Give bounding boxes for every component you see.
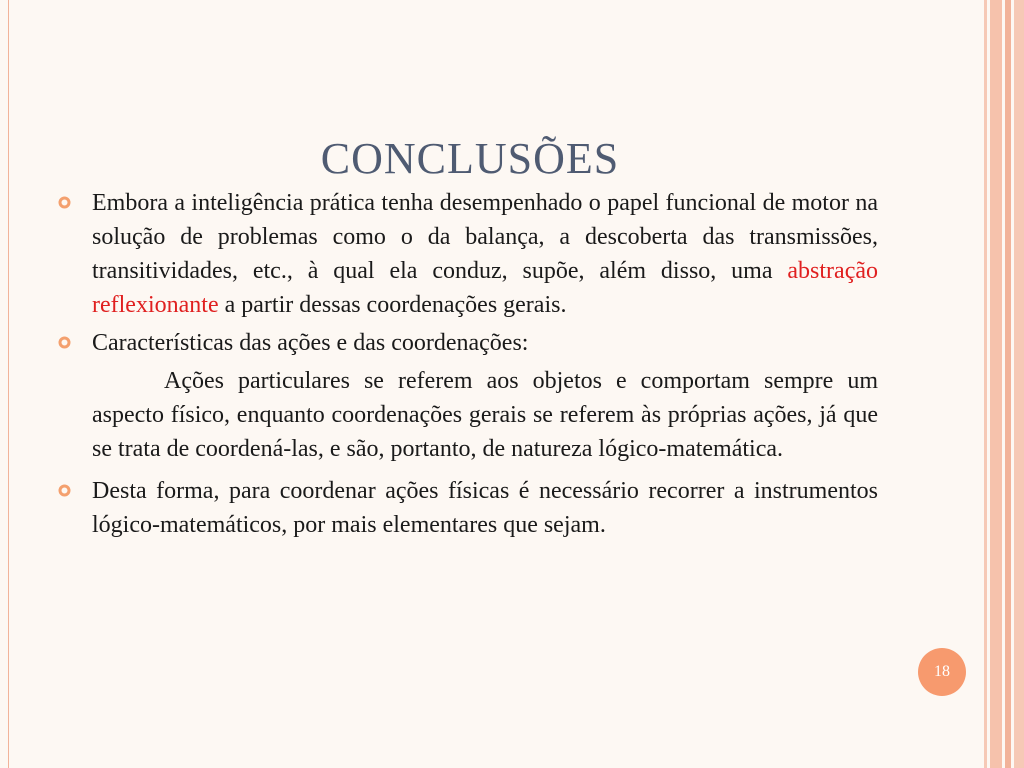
bullet-icon — [58, 336, 71, 349]
left-frame-line — [8, 0, 9, 768]
page-number-badge: 18 — [918, 648, 966, 696]
bullet-item-1 — [58, 186, 878, 322]
bullet-text: Embora a inteligência prática tenha desempenhado o papel funcional de motor na solução de problemas como o da balança, a descoberta das transmissões, transitividades, etc., à qual ela conduz, supõe, além disso, uma — [92, 190, 878, 284]
bullet-item-2 — [58, 326, 878, 360]
bullet-item-3 — [58, 474, 878, 542]
bullet-icon — [58, 484, 71, 497]
indented-paragraph: Ações particulares se referem aos objetos e comportam sempre um aspecto físico, enquanto coordenações gerais se referem às próprias ações, já que se trata de coordená-las, e são, portanto, de natureza lógico-matemática. — [92, 368, 878, 462]
slide-title: CONCLUSÕES — [320, 134, 620, 184]
decorative-stripes — [984, 0, 1024, 768]
slide-content — [58, 186, 878, 546]
bullet-text-end: a partir dessas coordenações gerais. — [218, 292, 567, 318]
highlighted-term: abstração reflexionante — [92, 258, 878, 318]
bullet-text: Características das ações e das coordenações: — [92, 330, 529, 356]
bullet-icon — [58, 196, 71, 209]
bullet-text: Desta forma, para coordenar ações físicas é necessário recorrer a instrumentos lógico-matemáticos, por mais elementares que sejam. — [92, 478, 878, 538]
